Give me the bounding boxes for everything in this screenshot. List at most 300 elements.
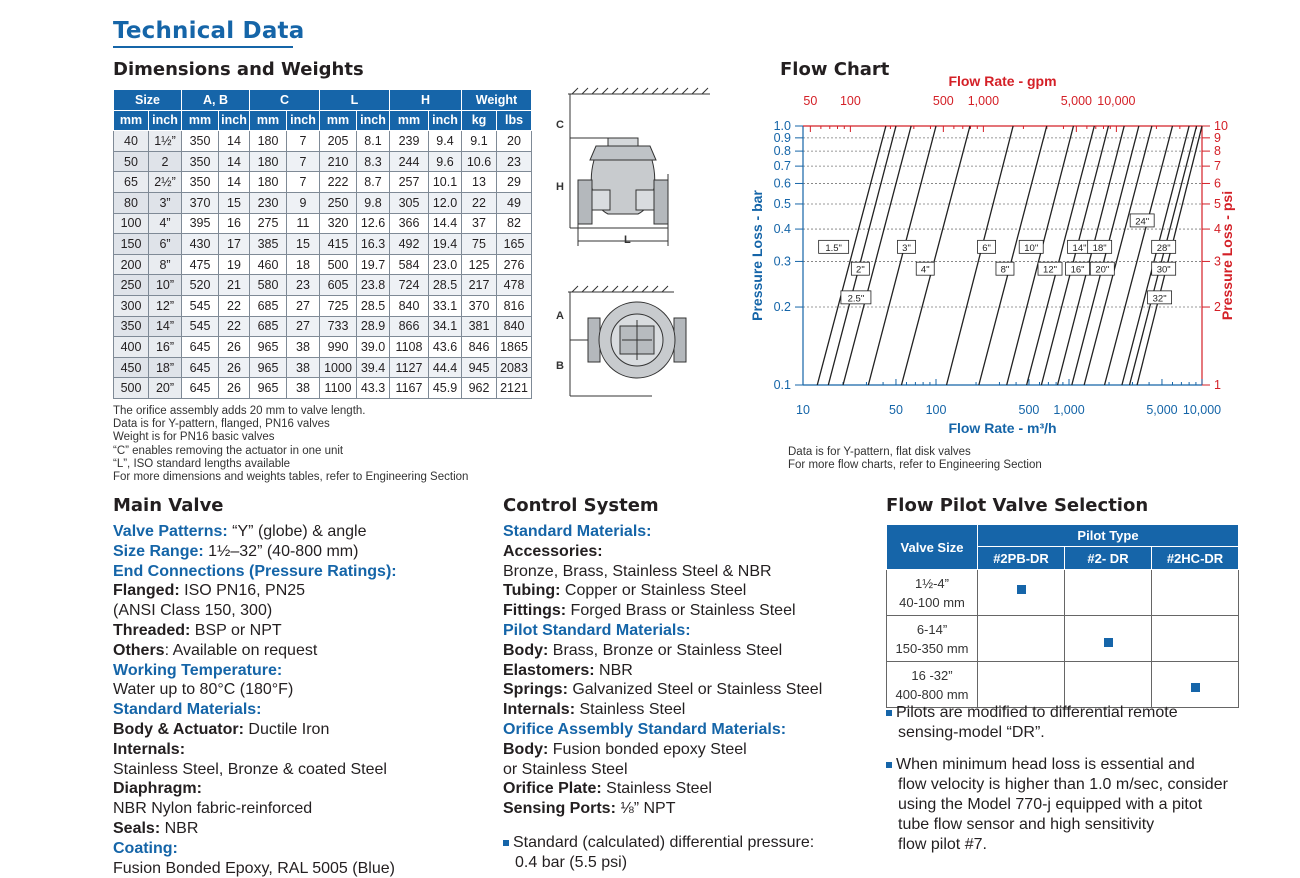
table-cell: 1865 (497, 337, 532, 358)
table-cell: 12.6 (357, 213, 390, 234)
table-cell: 370 (182, 192, 219, 213)
series-line (1041, 126, 1108, 385)
spec-line (113, 542, 397, 562)
main-valve-heading: Main Valve (113, 495, 224, 516)
table-cell: 80 (114, 192, 149, 213)
y-tick-label: 0.3 (773, 254, 791, 269)
y-axis-title: Pressure Loss - bar (749, 190, 765, 321)
series-label: 16" (1070, 264, 1085, 276)
table-cell: 180 (250, 172, 287, 193)
table-cell: 23 (497, 151, 532, 172)
table-cell: 500 (114, 378, 149, 399)
right-tick-label: 8 (1214, 144, 1221, 159)
pilot-row (887, 570, 1239, 616)
spec-line (113, 740, 397, 760)
size-inch: 1½-4” (915, 575, 949, 591)
table-cell: 23.0 (429, 254, 462, 275)
note-line: The orifice assembly adds 20 mm to valve length. (113, 405, 366, 417)
unit-header: inch (357, 110, 390, 131)
spec-value: Bronze, Brass, Stainless Steel & NBR (503, 562, 772, 580)
unit-header: inch (287, 110, 320, 131)
table-cell: 1100 (320, 378, 357, 399)
table-cell: 962 (462, 378, 497, 399)
top-tick-label: 100 (839, 94, 861, 108)
table-cell: 217 (462, 275, 497, 296)
spec-key: Body: (503, 641, 549, 659)
table-cell: 275 (250, 213, 287, 234)
unit-header: mm (250, 110, 287, 131)
table-cell: 10.6 (462, 151, 497, 172)
table-row (114, 337, 532, 358)
pilot-select-cell (978, 570, 1065, 616)
spec-key: Body: (503, 740, 549, 758)
chart-note: For more flow charts, refer to Engineering Section (788, 459, 1042, 472)
table-cell: 6” (149, 234, 182, 255)
spec-line (503, 522, 822, 542)
table-cell: 244 (390, 151, 429, 172)
valve-dimension-diagram (548, 86, 714, 404)
table-cell: 3” (149, 192, 182, 213)
note-line: flow velocity is higher than 1.0 m/sec, consider (898, 776, 1228, 793)
top-tick-label: 50 (803, 94, 818, 108)
table-cell: 350 (114, 316, 149, 337)
table-cell: 23.8 (357, 275, 390, 296)
table-cell: 12.0 (429, 192, 462, 213)
table-cell: 2½” (149, 172, 182, 193)
series-line (1007, 126, 1074, 385)
spec-key: Elastomers: (503, 661, 595, 679)
series-label: 2" (856, 264, 865, 276)
pilot-row (887, 662, 1239, 708)
series-line (817, 126, 886, 385)
table-cell: 725 (320, 295, 357, 316)
unit-header: inch (429, 110, 462, 131)
spec-value: Water up to 80°C (180°F) (113, 681, 294, 699)
right-tick-label: 3 (1214, 254, 1221, 269)
spec-line (113, 720, 397, 740)
right-tick-label: 2 (1214, 300, 1221, 315)
table-cell: 65 (114, 172, 149, 193)
y-tick-label: 0.7 (773, 159, 791, 174)
spec-value: Fusion bonded epoxy Steel (548, 740, 747, 758)
bullet-icon (886, 762, 892, 768)
table-cell: 300 (114, 295, 149, 316)
table-cell: 11 (287, 213, 320, 234)
table-cell: 965 (250, 378, 287, 399)
spec-value: Copper or Stainless Steel (560, 582, 747, 600)
table-cell: 39.4 (357, 357, 390, 378)
table-row (114, 192, 532, 213)
series-label: 14" (1072, 242, 1087, 254)
table-cell: 415 (320, 234, 357, 255)
table-cell: 180 (250, 131, 287, 152)
table-cell: 39.0 (357, 337, 390, 358)
table-cell: 43.3 (357, 378, 390, 399)
table-cell: 2 (149, 151, 182, 172)
table-cell: 8.1 (357, 131, 390, 152)
table-cell: 22 (219, 295, 250, 316)
spec-value: ISO PN16, PN25 (179, 582, 306, 600)
series-label: 28" (1156, 242, 1171, 254)
pilot-type-header: #2- DR (1065, 547, 1152, 570)
spec-line (113, 641, 397, 661)
table-cell: 12” (149, 295, 182, 316)
table-cell: 16.3 (357, 234, 390, 255)
series-line (901, 126, 969, 385)
spec-label: Standard Materials: (113, 701, 262, 719)
table-cell: 33.1 (429, 295, 462, 316)
table-cell: 230 (250, 192, 287, 213)
spec-label: Pilot Standard Materials: (503, 621, 691, 639)
spec-key: Body & Actuator: (113, 720, 244, 738)
table-cell: 520 (182, 275, 219, 296)
table-row (114, 213, 532, 234)
table-cell: 945 (462, 357, 497, 378)
table-row (114, 131, 532, 152)
pilot-selection-table (886, 524, 1239, 708)
group-header-row (114, 90, 532, 111)
pilot-note (886, 703, 1228, 743)
spec-value: NBR (160, 819, 199, 837)
table-cell: 45.9 (429, 378, 462, 399)
spec-value: “Y” (globe) & angle (227, 523, 367, 540)
table-cell: 43.6 (429, 337, 462, 358)
series-line (1122, 126, 1189, 385)
spec-value: NBR Nylon fabric-reinforced (113, 800, 313, 818)
spec-line (113, 700, 397, 720)
right-tick-label: 1 (1214, 378, 1221, 392)
top-tick-label: 1,000 (967, 94, 1000, 108)
spec-value: 1½–32” (40-800 mm) (203, 542, 359, 560)
series-label: 24" (1135, 216, 1150, 228)
series-label: 8" (1000, 264, 1010, 276)
table-cell: 26 (219, 337, 250, 358)
chart-note: Data is for Y-pattern, flat disk valves (788, 446, 971, 458)
spec-line (113, 839, 397, 859)
series-line (1072, 126, 1139, 385)
pilot-size-cell (887, 570, 978, 616)
table-cell: 7 (287, 172, 320, 193)
table-cell: 239 (390, 131, 429, 152)
table-cell: 28.9 (357, 316, 390, 337)
table-cell: 22 (462, 192, 497, 213)
spec-line (503, 700, 822, 720)
table-cell: 645 (182, 337, 219, 358)
table-cell: 430 (182, 234, 219, 255)
spec-value: NBR (594, 661, 633, 679)
group-header: Size (114, 90, 182, 111)
spec-line (113, 799, 397, 819)
dims-heading: Dimensions and Weights (113, 59, 364, 80)
spec-value: (ANSI Class 150, 300) (113, 602, 273, 620)
table-cell: 846 (462, 337, 497, 358)
table-cell: 17 (219, 234, 250, 255)
spec-key: Internals: (503, 701, 576, 719)
table-cell: 26 (219, 357, 250, 378)
spec-line (503, 779, 822, 799)
table-cell: 20 (497, 131, 532, 152)
table-cell: 28.5 (429, 275, 462, 296)
right-tick-label: 6 (1214, 176, 1221, 191)
spec-value: Stainless Steel (601, 780, 712, 798)
table-row (114, 316, 532, 337)
table-cell: 27 (287, 295, 320, 316)
unit-header: inch (219, 110, 250, 131)
right-axis-title: Pressure Loss - psi (1219, 190, 1235, 321)
dim-label-l: L (624, 234, 631, 246)
table-cell: 370 (462, 295, 497, 316)
series-label: 4" (920, 264, 930, 276)
table-cell: 605 (320, 275, 357, 296)
dim-label-c: C (556, 119, 564, 131)
dimensions-table (113, 89, 532, 399)
table-cell: 366 (390, 213, 429, 234)
spec-line (503, 601, 822, 621)
table-cell: 2083 (497, 357, 532, 378)
spec-line (503, 760, 822, 780)
table-cell: 10” (149, 275, 182, 296)
pilot-select-cell (1065, 570, 1152, 616)
pilot-select-cell (1065, 616, 1152, 662)
table-cell: 1167 (390, 378, 429, 399)
selected-marker-icon (1017, 585, 1026, 594)
spec-value: Stainless Steel, Bronze & coated Steel (113, 760, 387, 778)
pilot-table-body (887, 570, 1239, 708)
table-cell: 2121 (497, 378, 532, 399)
control-system-specs (503, 522, 822, 819)
spec-label: Valve Patterns: (113, 523, 228, 540)
spec-line (503, 641, 822, 661)
unit-header: lbs (497, 110, 532, 131)
table-cell: 200 (114, 254, 149, 275)
main-valve-specs (113, 522, 397, 878)
table-cell: 125 (462, 254, 497, 275)
size-inch: 6-14” (916, 621, 948, 637)
table-cell: 400 (114, 337, 149, 358)
spec-line (113, 522, 397, 542)
top-axis-title: Flow Rate - gpm (948, 73, 1057, 89)
x-tick-label: 500 (1018, 403, 1040, 417)
table-cell: 150 (114, 234, 149, 255)
pilot-select-cell (1152, 662, 1239, 708)
table-cell: 222 (320, 172, 357, 193)
series-line (947, 126, 1014, 385)
spec-line (113, 562, 397, 582)
dims-notes (113, 405, 468, 484)
note-line: sensing-model “DR”. (898, 724, 1045, 741)
table-cell: 478 (497, 275, 532, 296)
table-cell: 7 (287, 151, 320, 172)
table-cell: 965 (250, 357, 287, 378)
unit-header: mm (320, 110, 357, 131)
spec-line (503, 740, 822, 760)
table-cell: 9 (287, 192, 320, 213)
table-cell: 7 (287, 131, 320, 152)
table-cell: 210 (320, 151, 357, 172)
table-cell: 9.8 (357, 192, 390, 213)
spec-label: Coating: (113, 839, 178, 857)
right-tick-label: 7 (1214, 159, 1221, 174)
pilot-size-cell (887, 616, 978, 662)
spec-value: Stainless Steel (575, 701, 686, 719)
table-cell: 350 (182, 131, 219, 152)
table-cell: 685 (250, 295, 287, 316)
table-cell: 14.4 (429, 213, 462, 234)
table-cell: 840 (497, 316, 532, 337)
pilot-select-cell (1065, 662, 1152, 708)
spec-value: ⅛” NPT (615, 800, 676, 818)
table-cell: 16 (219, 213, 250, 234)
bullet-text: Pilots are modified to differential remote (896, 704, 1178, 721)
table-cell: 18 (287, 254, 320, 275)
table-cell: 545 (182, 316, 219, 337)
series-label: 2.5" (847, 293, 865, 305)
table-cell: 500 (320, 254, 357, 275)
table-cell: 14” (149, 316, 182, 337)
table-cell: 27 (287, 316, 320, 337)
table-cell: 205 (320, 131, 357, 152)
x-tick-label: 1,000 (1053, 403, 1085, 417)
y-tick-label: 0.1 (773, 378, 791, 392)
table-cell: 18” (149, 357, 182, 378)
table-cell: 21 (219, 275, 250, 296)
table-cell: 381 (462, 316, 497, 337)
col-pilot-type: Pilot Type (978, 525, 1239, 547)
x-tick-label: 50 (889, 403, 903, 417)
table-cell: 75 (462, 234, 497, 255)
table-row (114, 254, 532, 275)
table-cell: 385 (250, 234, 287, 255)
table-cell: 15 (219, 192, 250, 213)
x-tick-label: 10,000 (1182, 403, 1222, 417)
table-cell: 724 (390, 275, 429, 296)
note-line (886, 703, 1228, 723)
table-cell: 492 (390, 234, 429, 255)
table-cell: 545 (182, 295, 219, 316)
pilot-row (887, 616, 1239, 662)
table-cell: 23 (287, 275, 320, 296)
spec-key: Diaphragm: (113, 780, 202, 798)
title-underline (113, 46, 293, 48)
spec-line (113, 680, 397, 700)
table-cell: 180 (250, 151, 287, 172)
spec-value: Fusion Bonded Epoxy, RAL 5005 (Blue) (113, 859, 395, 877)
unit-header: inch (149, 110, 182, 131)
table-cell: 475 (182, 254, 219, 275)
size-mm: 40-100 mm (899, 594, 965, 610)
table-cell: 165 (497, 234, 532, 255)
group-header: A, B (182, 90, 250, 111)
spec-line (113, 819, 397, 839)
flow-chart (740, 70, 1250, 440)
table-cell: 40 (114, 131, 149, 152)
table-cell: 19.4 (429, 234, 462, 255)
spec-line (503, 661, 822, 681)
unit-header: mm (182, 110, 219, 131)
right-tick-label: 10 (1214, 119, 1228, 133)
table-cell: 50 (114, 151, 149, 172)
series-line (1129, 126, 1196, 385)
note-line: “L”, ISO standard lengths available (113, 457, 291, 470)
bullet-text: Standard (calculated) differential pressure: (513, 834, 815, 851)
table-cell: 257 (390, 172, 429, 193)
table-cell: 8.7 (357, 172, 390, 193)
series-label: 6" (982, 242, 991, 254)
pilot-note (886, 755, 1228, 855)
bullet-text: 0.4 bar (5.5 psi) (515, 854, 628, 871)
table-cell: 460 (250, 254, 287, 275)
table-cell: 395 (182, 213, 219, 234)
table-cell: 20” (149, 378, 182, 399)
pilot-select-cell (978, 616, 1065, 662)
note-line: Data is for Y-pattern, flanged, PN16 valves (113, 418, 330, 431)
col-valve-size: Valve Size (887, 525, 978, 570)
note-line: flow pilot #7. (898, 836, 987, 853)
table-cell: 733 (320, 316, 357, 337)
spec-line (503, 581, 822, 601)
table-cell: 14 (219, 172, 250, 193)
control-system-heading: Control System (503, 495, 659, 516)
x-tick-label: 10 (796, 403, 810, 417)
table-cell: 990 (320, 337, 357, 358)
series-line (1084, 126, 1152, 385)
note-line: Weight is for PN16 basic valves (113, 431, 275, 444)
spec-line (503, 562, 822, 582)
spec-line (113, 760, 397, 780)
note-line: For more dimensions and weights tables, refer to Engineering Section (113, 471, 469, 484)
right-tick-label: 5 (1214, 196, 1221, 211)
dim-label-h: H (556, 181, 564, 193)
table-cell: 1½” (149, 131, 182, 152)
spec-key: Accessories: (503, 542, 603, 560)
table-cell: 685 (250, 316, 287, 337)
spec-value: Forged Brass or Stainless Steel (566, 602, 796, 620)
right-tick-label: 9 (1214, 130, 1221, 145)
spec-key: Orifice Plate: (503, 780, 602, 798)
table-cell: 250 (114, 275, 149, 296)
group-header: C (250, 90, 320, 111)
y-tick-label: 1.0 (773, 119, 791, 133)
table-cell: 645 (182, 357, 219, 378)
series-label: 30" (1156, 264, 1171, 276)
top-tick-label: 10,000 (1097, 94, 1136, 108)
table-cell: 9.4 (429, 131, 462, 152)
table-cell: 82 (497, 213, 532, 234)
table-cell: 29 (497, 172, 532, 193)
y-tick-label: 0.6 (773, 176, 791, 191)
table-cell: 14 (219, 131, 250, 152)
table-cell: 9.6 (429, 151, 462, 172)
pilot-notes (886, 703, 1228, 855)
top-tick-label: 500 (932, 94, 954, 108)
series-label: 32" (1152, 293, 1167, 305)
series-line (843, 126, 911, 385)
table-cell: 250 (320, 192, 357, 213)
spec-line (503, 621, 822, 641)
table-cell: 450 (114, 357, 149, 378)
table-row (114, 295, 532, 316)
selected-marker-icon (1104, 638, 1113, 647)
spec-key: Tubing: (503, 582, 561, 600)
series-line (1137, 126, 1202, 385)
selected-marker-icon (1191, 683, 1200, 692)
spec-value: BSP or NPT (190, 621, 282, 639)
table-cell: 4” (149, 213, 182, 234)
bullet-icon (503, 840, 509, 846)
spec-label: Orifice Assembly Standard Materials: (503, 720, 787, 738)
table-cell: 9.1 (462, 131, 497, 152)
x-axis-title: Flow Rate - m³/h (948, 420, 1057, 436)
